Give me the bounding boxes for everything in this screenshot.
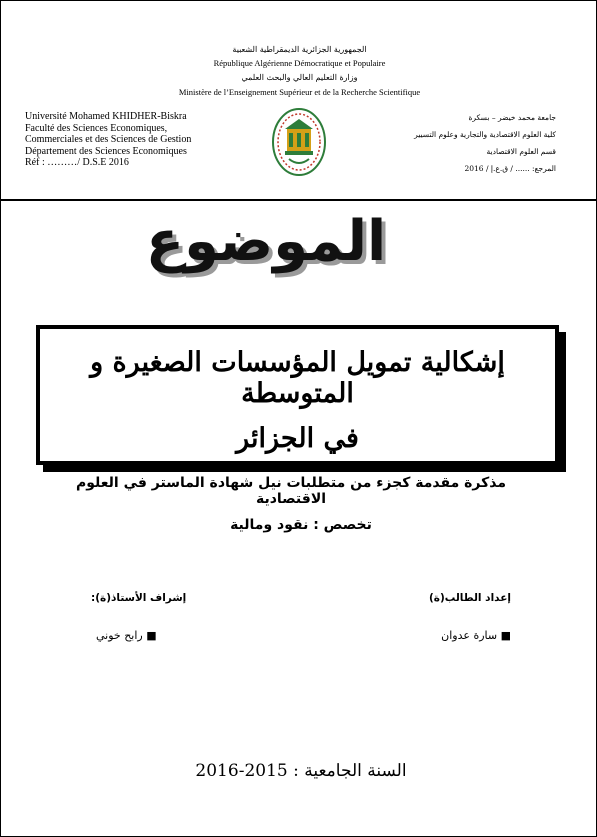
- supervisor-name: رابح خوني: [96, 629, 143, 642]
- faculty-name-ar: كلية العلوم الاقتصادية والتجارية وعلوم التسيير: [414, 130, 556, 139]
- student-name-row: [441, 629, 511, 642]
- title-line-1: إشكالية تمويل المؤسسات الصغيرة و المتوسطة: [90, 347, 505, 409]
- reference-fr: Réf : ………/ D.S.E 2016: [25, 157, 129, 168]
- student-name: سارة عدوان: [441, 629, 498, 642]
- university-block-arabic: [414, 109, 556, 177]
- thesis-note: مذكرة مقدمة كجزء من متطلبات نيل شهادة الماستر في العلوم الاقتصادية: [76, 475, 506, 507]
- department-name-fr: Département des Sciences Economiques: [25, 145, 187, 157]
- university-block-french: [25, 111, 191, 169]
- bullet-icon: ■: [142, 629, 157, 642]
- title-frame: [36, 325, 559, 465]
- academic-year: السنة الجامعية : 2015-2016: [195, 761, 407, 781]
- ministry-french: Ministère de l’Enseignement Supérieur et de la Recherche Scientifique: [178, 87, 421, 97]
- title-line-2: في الجزائر: [236, 423, 359, 454]
- faculty-name-fr: Faculté des Sciences Economiques,: [25, 122, 168, 134]
- university-name-fr: Université Mohamed KHIDHER-Biskra: [25, 111, 187, 122]
- bullet-icon: ■: [497, 629, 511, 642]
- university-name-ar: جامعة محمد خيضر – بسكرة: [468, 113, 556, 122]
- supervisor-name-row: [96, 629, 157, 642]
- specialty: تخصص : نقود ومالية: [230, 517, 372, 533]
- department-name-ar: قسم العلوم الاقتصادية: [486, 147, 556, 156]
- header-divider: [1, 199, 597, 201]
- republic-french: République Algérienne Démocratique et Populaire: [213, 58, 386, 68]
- faculty-name-fr-cont: Commerciales et des Sciences de Gestion: [25, 134, 192, 145]
- university-emblem-icon: [271, 107, 327, 177]
- subject-heading: الموضوع: [145, 209, 387, 274]
- prepared-by-label: إعداد الطالب(ة): [428, 592, 511, 604]
- reference-ar: المرجع: ...... / ق.ع.إ / 2016: [464, 164, 556, 173]
- ministry-arabic: وزارة التعليم العالي والبحث العلمي: [241, 73, 358, 82]
- republic-arabic: الجمهورية الجزائرية الديمقراطية الشعبية: [232, 45, 367, 54]
- supervised-by-label: إشراف الأستاذ(ة):: [91, 592, 187, 604]
